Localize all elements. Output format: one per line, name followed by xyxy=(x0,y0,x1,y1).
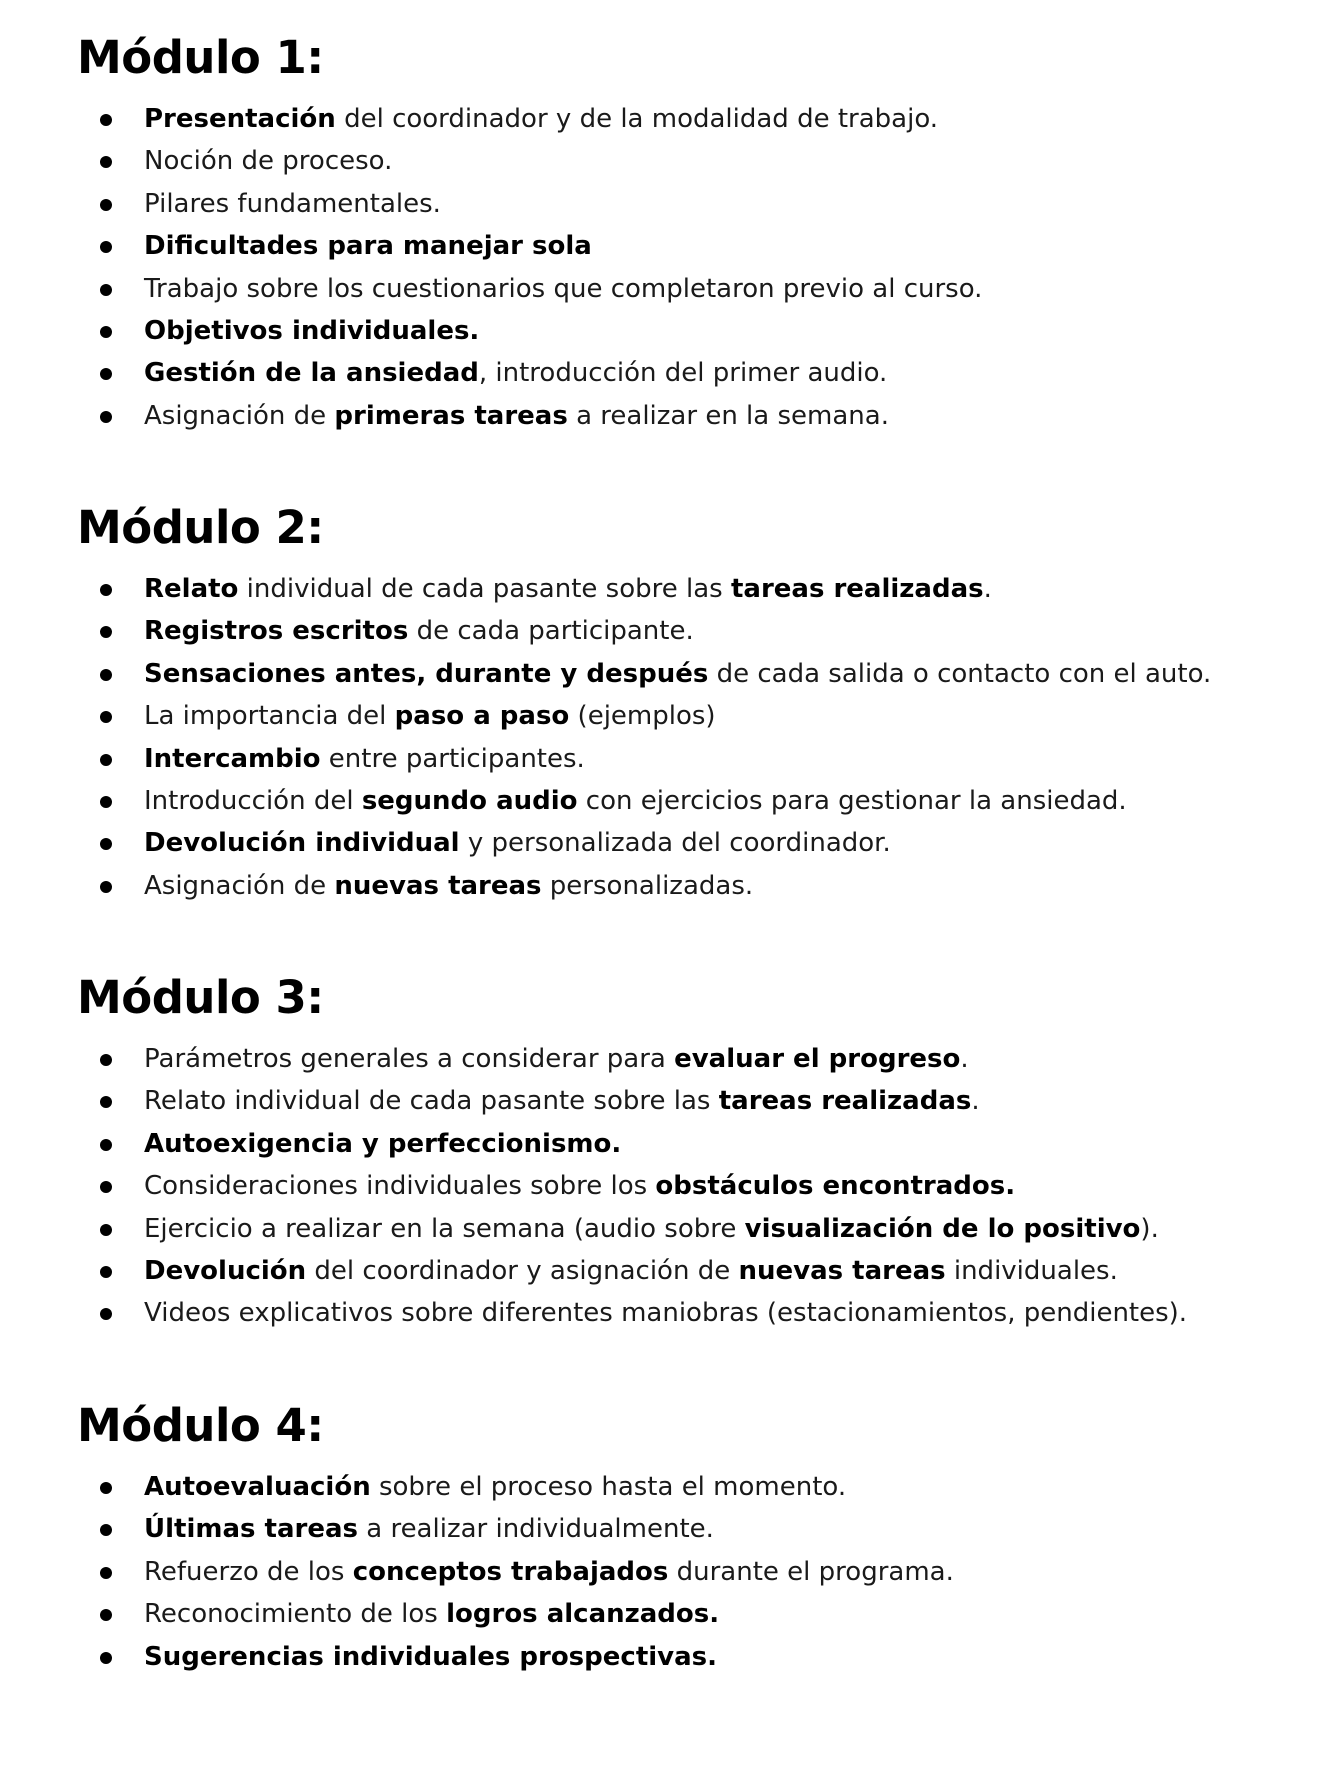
item-text: ). xyxy=(1140,1213,1159,1244)
list-item xyxy=(100,1208,1320,1250)
bullet-icon xyxy=(100,669,112,681)
item-text: Introducción del xyxy=(144,785,362,816)
bullet-icon xyxy=(100,1524,112,1536)
bullet-icon xyxy=(100,411,112,423)
item-text: a realizar en la semana. xyxy=(567,400,889,431)
item-text: Reconocimiento de los xyxy=(144,1599,447,1630)
bullet-icon xyxy=(100,754,112,766)
bold-text: logros alcanzados. xyxy=(446,1599,720,1630)
bold-text: tareas realizadas xyxy=(730,574,984,604)
item-text: Ejercicio a realizar en la semana (audio sobre xyxy=(144,1213,745,1244)
bold-text: Autoexigencia y perfeccionismo. xyxy=(144,1128,622,1159)
module-title: Módulo 4: xyxy=(77,1399,324,1452)
item-text: . xyxy=(971,1086,980,1117)
module-2-section xyxy=(77,500,1307,901)
list-item xyxy=(100,268,1320,310)
list-item xyxy=(100,183,1320,225)
bold-text: Devolución xyxy=(144,1255,307,1286)
module-item-list xyxy=(100,1466,1320,1678)
bullet-icon xyxy=(100,1054,112,1066)
item-text: Relato individual de cada pasante sobre las xyxy=(144,1086,719,1117)
item-text: Consideraciones individuales sobre los xyxy=(144,1171,656,1202)
item-text: Noción de proceso. xyxy=(144,146,393,177)
bullet-icon xyxy=(100,796,112,808)
list-item xyxy=(100,1466,1320,1508)
item-text: Pilares fundamentales. xyxy=(144,188,441,219)
bullet-icon xyxy=(100,1181,112,1193)
bold-text: Devolución individual xyxy=(144,828,460,859)
item-text: individuales. xyxy=(945,1255,1118,1286)
item-text: y personalizada del coordinador. xyxy=(459,828,891,859)
bold-text: Sensaciones antes, durante y después xyxy=(144,658,709,689)
item-text: Videos explicativos sobre diferentes maniobras (estacionamientos, pendientes). xyxy=(144,1298,1188,1329)
list-item xyxy=(100,865,1320,907)
list-item xyxy=(100,1551,1320,1593)
item-text: sobre el proceso hasta el momento. xyxy=(370,1472,847,1502)
item-text: de cada participante. xyxy=(408,616,694,647)
item-text: . xyxy=(960,1044,969,1074)
module-item-list xyxy=(100,1038,1320,1335)
bold-text: Relato xyxy=(144,574,239,604)
item-text: del coordinador y asignación de xyxy=(306,1255,739,1286)
module-item-list xyxy=(100,568,1320,907)
module-title: Módulo 3: xyxy=(77,971,324,1024)
list-item xyxy=(100,1165,1320,1207)
bold-text: Autoevaluación xyxy=(144,1472,371,1502)
bullet-icon xyxy=(100,1224,112,1236)
bold-text: Intercambio xyxy=(144,743,321,774)
bold-text: Presentación xyxy=(144,104,336,134)
bold-text: Registros escritos xyxy=(144,616,409,647)
bold-text: Sugerencias individuales prospectivas. xyxy=(144,1641,718,1672)
item-text: a realizar individualmente. xyxy=(357,1514,714,1545)
list-item xyxy=(100,1508,1320,1550)
item-text: Asignación de xyxy=(144,870,335,901)
bold-text: Gestión de la ansiedad xyxy=(144,358,479,389)
list-item xyxy=(100,310,1320,352)
item-text: personalizadas. xyxy=(541,870,754,901)
list-item xyxy=(100,140,1320,182)
bold-text: Dificultades para manejar sola xyxy=(144,231,592,262)
bullet-icon xyxy=(100,199,112,211)
bold-text: paso a paso xyxy=(394,701,570,732)
item-text: La importancia del xyxy=(144,701,395,732)
bullet-icon xyxy=(100,326,112,338)
bold-text: nuevas tareas xyxy=(738,1255,946,1286)
item-text: Asignación de xyxy=(144,400,335,431)
bullet-icon xyxy=(100,1308,112,1320)
bullet-icon xyxy=(100,838,112,850)
item-text: del coordinador y de la modalidad de trabajo. xyxy=(335,104,939,134)
bullet-icon xyxy=(100,241,112,253)
list-item xyxy=(100,780,1320,822)
bullet-icon xyxy=(100,1266,112,1278)
bold-text: nuevas tareas xyxy=(334,870,542,901)
bullet-icon xyxy=(100,114,112,126)
module-item-list xyxy=(100,98,1320,437)
bullet-icon xyxy=(100,284,112,296)
bullet-icon xyxy=(100,584,112,596)
bullet-icon xyxy=(100,1652,112,1664)
bold-text: visualización de lo positivo xyxy=(744,1213,1141,1244)
bold-text: segundo audio xyxy=(361,785,578,816)
module-title: Módulo 1: xyxy=(77,31,324,84)
bold-text: Últimas tareas xyxy=(144,1514,358,1545)
bold-text: conceptos trabajados xyxy=(352,1556,669,1587)
list-item xyxy=(100,738,1320,780)
bullet-icon xyxy=(100,1139,112,1151)
list-item xyxy=(100,1250,1320,1292)
bullet-icon xyxy=(100,368,112,380)
bullet-icon xyxy=(100,156,112,168)
bold-text: evaluar el progreso xyxy=(674,1044,961,1074)
bullet-icon xyxy=(100,1482,112,1494)
item-text: Refuerzo de los xyxy=(144,1556,353,1587)
item-text: de cada salida o contacto con el auto. xyxy=(708,658,1212,689)
bullet-icon xyxy=(100,881,112,893)
bullet-icon xyxy=(100,626,112,638)
list-item xyxy=(100,610,1320,652)
item-text: . xyxy=(983,574,992,604)
item-text: (ejemplos) xyxy=(569,701,716,732)
list-item xyxy=(100,822,1320,864)
list-item xyxy=(100,695,1320,737)
item-text: durante el programa. xyxy=(668,1556,954,1587)
item-text: individual de cada pasante sobre las xyxy=(238,574,731,604)
list-item xyxy=(100,653,1320,695)
list-item xyxy=(100,98,1320,140)
bold-text: tareas realizadas xyxy=(718,1086,972,1117)
bullet-icon xyxy=(100,711,112,723)
bold-text: primeras tareas xyxy=(334,400,568,431)
module-4-section xyxy=(77,1398,1307,1672)
item-text: Parámetros generales a considerar para xyxy=(144,1044,675,1074)
bullet-icon xyxy=(100,1609,112,1621)
item-text: Trabajo sobre los cuestionarios que completaron previo al curso. xyxy=(144,273,983,304)
list-item xyxy=(100,1636,1320,1678)
list-item xyxy=(100,352,1320,394)
bold-text: Objetivos individuales. xyxy=(144,315,480,346)
item-text: con ejercicios para gestionar la ansiedad. xyxy=(577,785,1127,816)
bullet-icon xyxy=(100,1567,112,1579)
list-item xyxy=(100,395,1320,437)
list-item xyxy=(100,568,1320,610)
module-1-section xyxy=(77,30,1307,431)
item-text: entre participantes. xyxy=(320,743,585,774)
bold-text: obstáculos encontrados. xyxy=(655,1171,1016,1202)
list-item xyxy=(100,1593,1320,1635)
list-item xyxy=(100,225,1320,267)
module-3-section xyxy=(77,970,1307,1329)
list-item xyxy=(100,1123,1320,1165)
list-item xyxy=(100,1080,1320,1122)
list-item xyxy=(100,1292,1320,1334)
module-title: Módulo 2: xyxy=(77,501,324,554)
list-item xyxy=(100,1038,1320,1080)
item-text: , introducción del primer audio. xyxy=(478,358,888,389)
bullet-icon xyxy=(100,1096,112,1108)
